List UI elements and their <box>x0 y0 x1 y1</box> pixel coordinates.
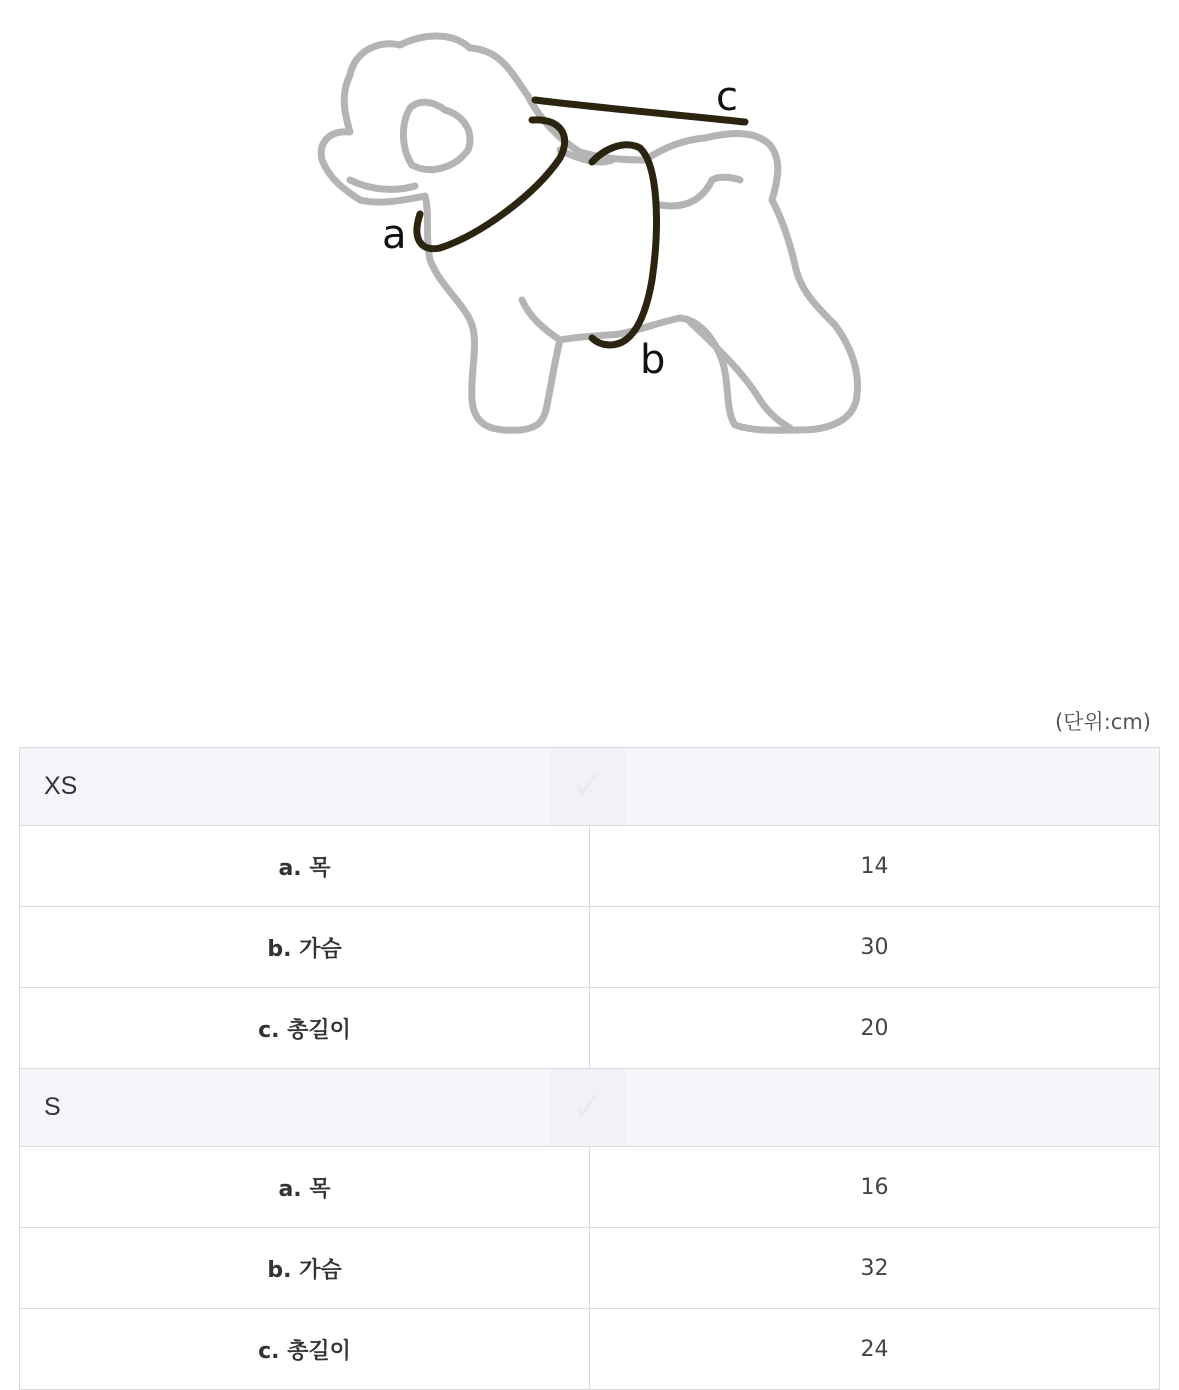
measure-value: 32 <box>590 1228 1160 1309</box>
measure-value: 24 <box>590 1309 1160 1390</box>
measure-label: c. 총길이 <box>20 988 590 1069</box>
size-header-row <box>20 748 1160 826</box>
chest-label: b <box>640 337 666 383</box>
measure-value: 30 <box>590 907 1160 988</box>
check-icon: ✓ <box>550 748 626 825</box>
table-row <box>20 907 1160 988</box>
size-header-row <box>20 1069 1160 1147</box>
table-row <box>20 1228 1160 1309</box>
measure-value: 14 <box>590 826 1160 907</box>
size-name-cell <box>20 748 1160 826</box>
table-row <box>20 826 1160 907</box>
measure-value: 16 <box>590 1147 1160 1228</box>
neck-measure-line <box>417 120 565 249</box>
measure-label: c. 총길이 <box>20 1309 590 1390</box>
measure-label: a. 목 <box>20 1147 590 1228</box>
neck-label: a <box>382 212 407 258</box>
table-row <box>20 988 1160 1069</box>
dog-measurement-diagram <box>0 0 1179 470</box>
table-row <box>20 1147 1160 1228</box>
measure-label: a. 목 <box>20 826 590 907</box>
unit-note: (단위:cm) <box>1054 710 1151 734</box>
size-chart-table <box>19 747 1160 1390</box>
size-name-cell <box>20 1069 1160 1147</box>
measure-label: b. 가슴 <box>20 1228 590 1309</box>
dog-outline-illustration <box>0 0 1179 470</box>
size-name: XS <box>44 772 78 800</box>
length-label: c <box>716 74 738 120</box>
measure-label: b. 가슴 <box>20 907 590 988</box>
size-name: S <box>44 1093 61 1121</box>
chest-measure-line <box>592 145 656 345</box>
check-icon: ✓ <box>550 1069 626 1146</box>
measure-value: 20 <box>590 988 1160 1069</box>
table-row <box>20 1309 1160 1390</box>
length-measure-line <box>535 100 745 122</box>
